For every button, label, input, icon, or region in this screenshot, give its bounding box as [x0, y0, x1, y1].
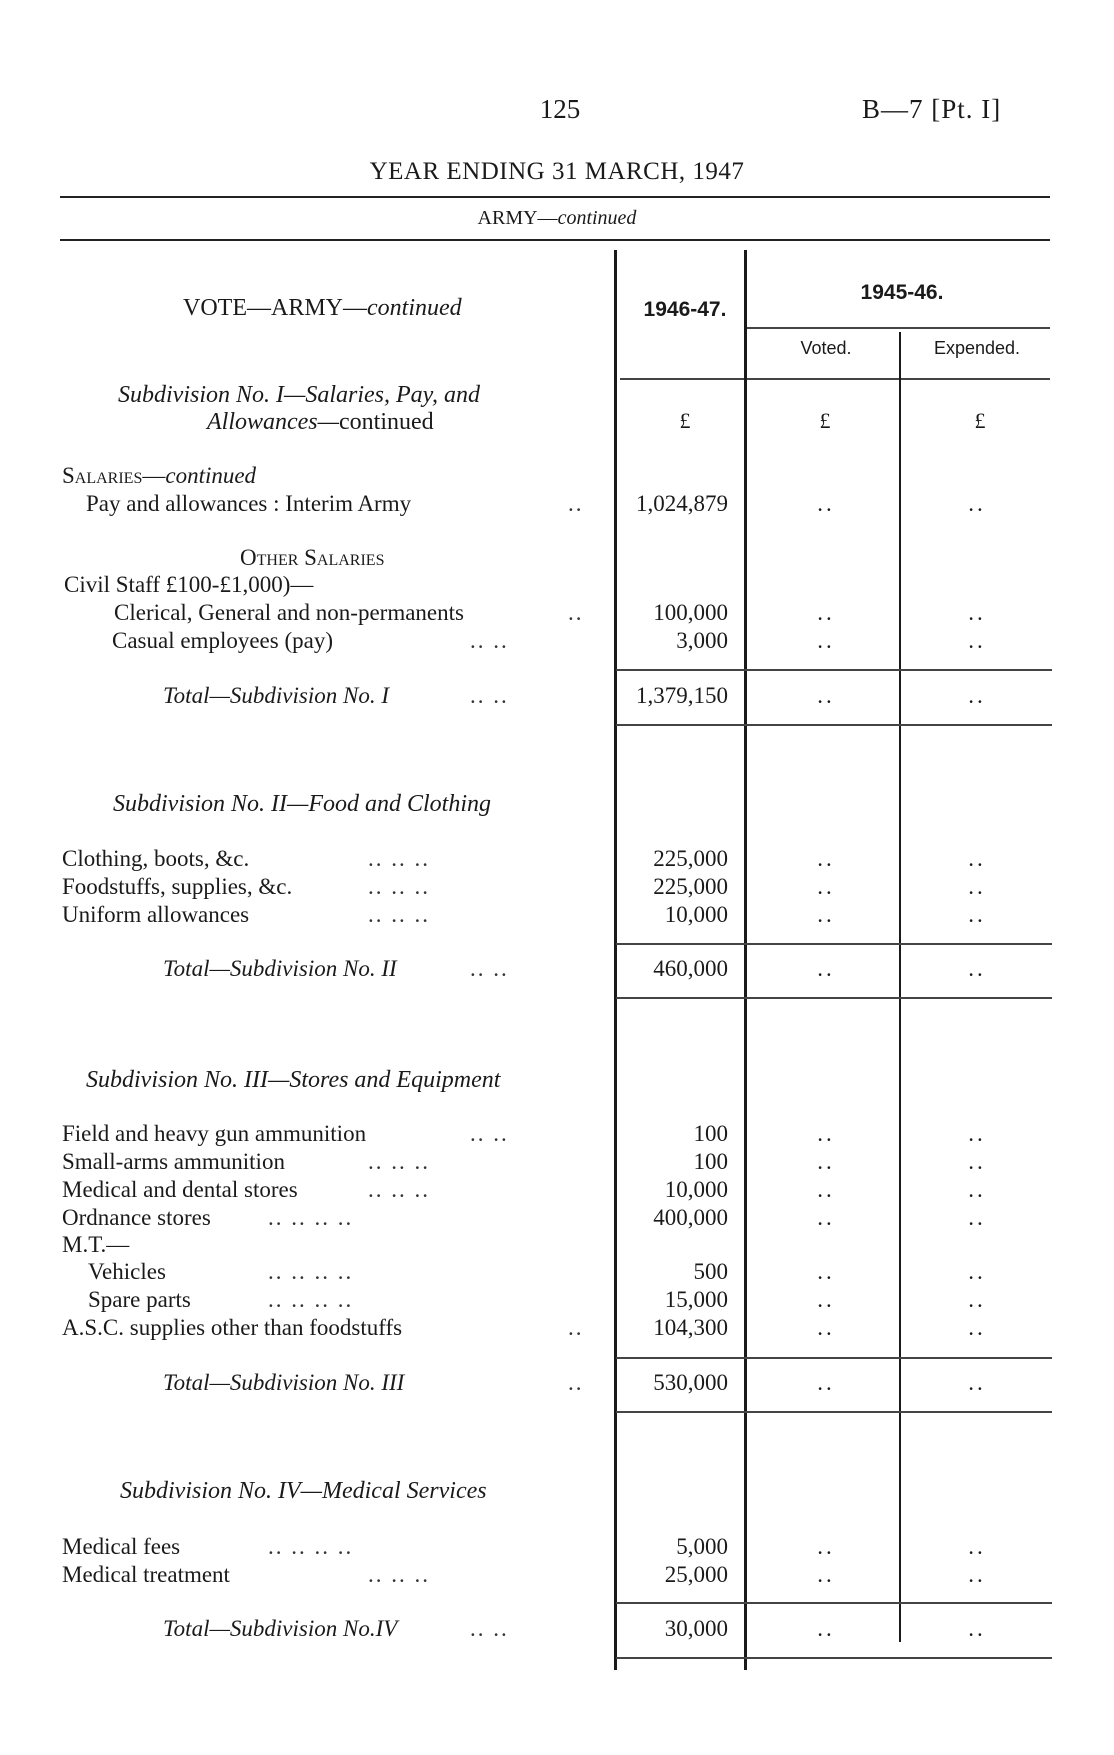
salaries-heading: Salaries—continued	[62, 463, 257, 488]
currency-voted: £	[819, 408, 831, 433]
column-rule-right	[899, 332, 901, 1642]
table-row: Spare parts .. .. .. .. 15,000 .. ..	[88, 1287, 986, 1312]
page-number: 125	[539, 94, 581, 124]
table-row-total: Total—Subdivision No. I .. .. 1,379,150 .. ..	[163, 683, 986, 708]
table-row: Casual employees (pay) .. .. 3,000 .. ..	[112, 628, 986, 653]
rule-total	[616, 1411, 1052, 1413]
table-row: Uniform allowances .. .. .. 10,000 .. ..	[62, 902, 986, 927]
year-title: YEAR ENDING 31 MARCH, 1947	[369, 158, 745, 185]
subdivision-1-title-cont: Allowances—continued	[207, 409, 434, 435]
currency-expended: £	[974, 408, 986, 433]
rule-total	[616, 997, 1052, 999]
rule-subtotal	[616, 943, 1052, 945]
table-row: Pay and allowances : Interim Army .. 1,024,879 .. ..	[86, 491, 986, 516]
column-1946-47: 1946-47.	[643, 298, 727, 321]
document-reference: B—7 [Pt. I]	[862, 94, 1002, 124]
table-row: Medical and dental stores .. .. .. 10,000 .. ..	[62, 1177, 986, 1202]
rule-subheader	[746, 327, 1050, 329]
table-row: A.S.C. supplies other than foodstuffs .. 104,300 .. ..	[62, 1315, 986, 1340]
table-row: Clothing, boots, &c. .. .. .. 225,000 .. ..	[62, 846, 986, 871]
table-row-total: Total—Subdivision No. II .. .. 460,000 .. ..	[163, 956, 986, 981]
rule-total	[616, 1657, 1052, 1659]
column-voted: Voted.	[800, 338, 852, 358]
subdivision-3-title: Subdivision No. III—Stores and Equipment	[86, 1067, 501, 1093]
table-row: Ordnance stores .. .. .. .. 400,000 .. ..	[62, 1205, 986, 1230]
subdivision-2-title: Subdivision No. II—Food and Clothing	[113, 791, 491, 817]
subdivision-4-title: Subdivision No. IV—Medical Services	[120, 1478, 487, 1504]
rule-subtotal	[616, 669, 1052, 671]
column-1945-46: 1945-46.	[860, 281, 944, 304]
table-row: Foodstuffs, supplies, &c. .. .. .. 225,000 .. ..	[62, 874, 986, 899]
table-row-total: Total—Subdivision No.IV .. .. 30,000 .. ..	[163, 1616, 986, 1641]
rule-header	[60, 239, 1050, 241]
rule-subtotal	[616, 1357, 1052, 1359]
table-row: Medical fees .. .. .. .. 5,000 .. ..	[62, 1534, 986, 1559]
currency-1946: £	[679, 408, 691, 433]
rule-under-headers	[620, 378, 1050, 380]
vote-title: VOTE—ARMY—continued	[183, 295, 462, 321]
table-row: Vehicles .. .. .. .. 500 .. ..	[88, 1259, 986, 1284]
section-title: ARMY—continued	[477, 207, 637, 229]
column-expended: Expended.	[933, 338, 1021, 358]
rule-top	[60, 196, 1050, 198]
rule-total	[616, 724, 1052, 726]
rule-subtotal	[616, 1602, 1052, 1604]
other-salaries-heading: Other Salaries	[240, 545, 385, 570]
table-row-total: Total—Subdivision No. III .. 530,000 .. ..	[163, 1370, 986, 1395]
table-row: Medical treatment .. .. .. 25,000 .. ..	[62, 1562, 986, 1587]
table-row: Field and heavy gun ammunition .. .. 100 .. ..	[62, 1121, 986, 1146]
table-row: Clerical, General and non-permanents .. 100,000 .. ..	[114, 600, 986, 625]
subdivision-1-title: Subdivision No. I—Salaries, Pay, and	[118, 382, 480, 408]
table-row: Small-arms ammunition .. .. .. 100 .. ..	[62, 1149, 986, 1174]
mt-heading: M.T.—	[62, 1232, 130, 1257]
civil-staff-heading: Civil Staff £100-£1,000)—	[64, 572, 314, 597]
